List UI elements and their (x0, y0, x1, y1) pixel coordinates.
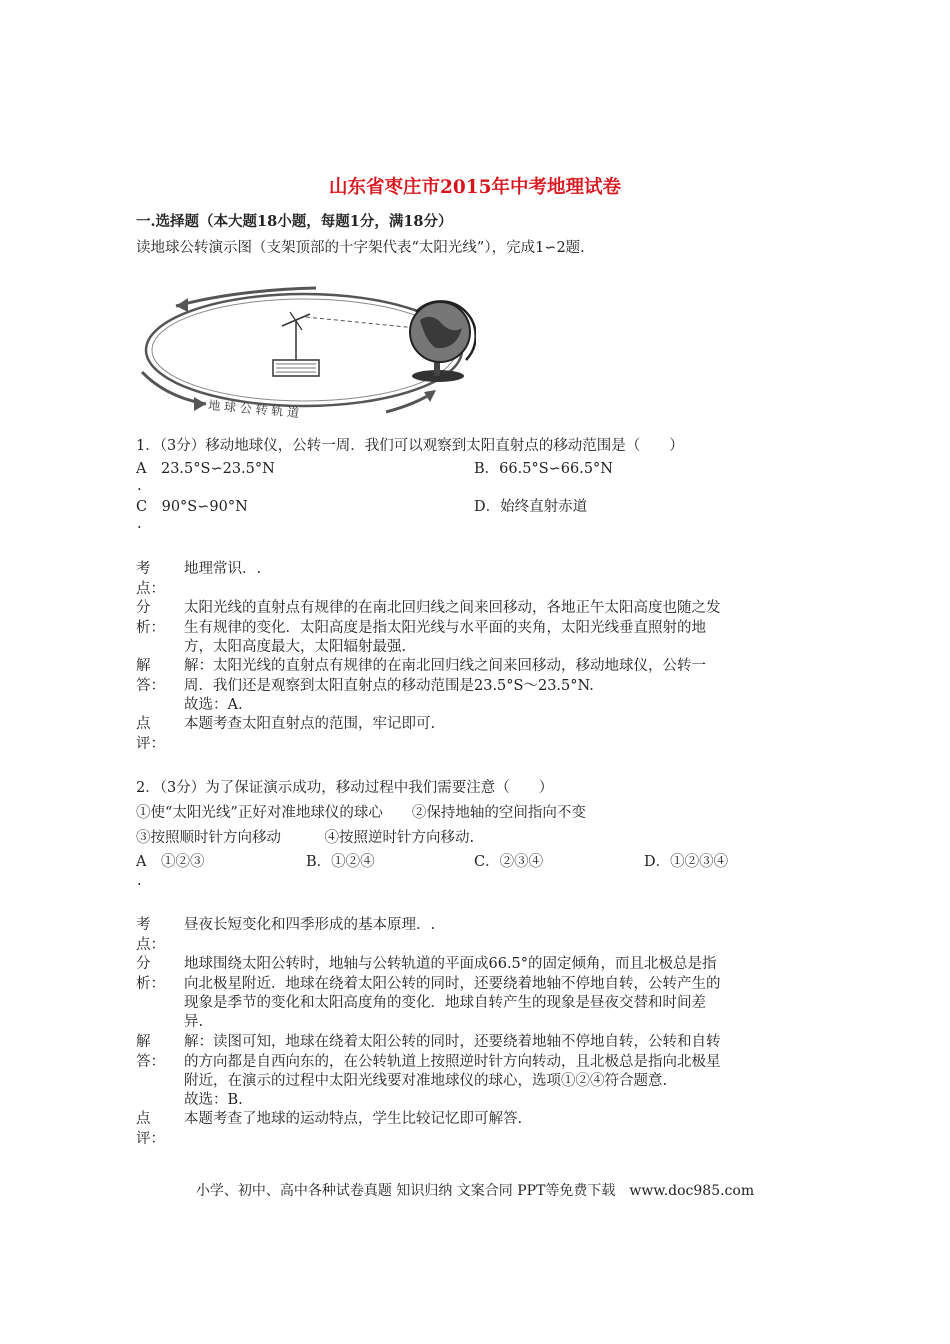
label-dian2: 点 (136, 1111, 151, 1127)
q1-fenxi-line: 方，太阳高度最大，太阳辐射最强. (184, 639, 407, 655)
label-fen: 分 (136, 600, 151, 616)
label-da: 答： (136, 678, 165, 694)
q2-option-d: D．①②③④ (644, 854, 729, 870)
q2-option-a: A ①②③ (136, 854, 205, 870)
label-da: 答： (136, 1054, 165, 1070)
q2-fenxi-line: 地球围绕太阳公转时，地轴与公转轨道的平面成66.5°的固定倾角，而且北极总是指 (184, 956, 717, 972)
orbit-ellipse (146, 294, 462, 406)
q2-stem: 2．（3分）为了保证演示成功，移动过程中我们需要注意（ ） (136, 780, 554, 796)
q2-kaodian: 昼夜长短变化和四季形成的基本原理．. (184, 917, 436, 933)
q1-jieda-line: 周．我们还是观察到太阳直射点的移动范围是23.5°S～23.5°N. (184, 678, 594, 694)
q1-fenxi-line: 生有规律的变化．太阳高度是指太阳光线与水平面的夹角，太阳光线垂直照射的地 (184, 620, 706, 636)
q1-option-c: C 90°S∽90°N (136, 499, 248, 515)
q1-option-b: B．66.5°S∽66.5°N (474, 461, 613, 477)
q2-statement-1: ①使“太阳光线”正好对准地球仪的球心 ②保持地轴的空间指向不变 (136, 805, 586, 821)
q2-fenxi-line: 现象是季节的变化和太阳高度角的变化．地球自转产生的现象是昼夜交替和时间差 (184, 995, 706, 1011)
q1-option-a: A 23.5°S∽23.5°N (136, 461, 275, 477)
option-dot: . (137, 478, 142, 494)
q1-jieda-line: 故选：A. (184, 697, 243, 713)
q2-jieda-line: 附近，在演示的过程中太阳光线要对准地球仪的球心，选项①②④符合题意. (184, 1073, 668, 1089)
q2-dianping: 本题考查了地球的运动特点，学生比较记忆即可解答. (184, 1111, 523, 1127)
label-dian: 点： (136, 581, 165, 597)
orbit-label: 地 球 公 转 轨 道 (207, 398, 300, 421)
label-kao: 考 (136, 561, 151, 577)
label-ping: 评： (136, 736, 165, 752)
q1-option-d: D．始终直射赤道 (474, 499, 588, 515)
q2-option-b: B．①②④ (306, 854, 375, 870)
orbit-figure (136, 272, 476, 428)
q1-jieda-line: 解：太阳光线的直射点有规律的在南北回归线之间来回移动，移动地球仪，公转一 (184, 658, 706, 674)
label-xi: 析： (136, 620, 165, 636)
q1-kaodian: 地理常识．. (184, 561, 262, 577)
globe-icon (410, 301, 476, 382)
label-jie: 解 (136, 1034, 151, 1050)
q2-option-c: C．②③④ (474, 854, 544, 870)
label-kao: 考 (136, 917, 151, 933)
page-footer: 小学、初中、高中各种试卷真题 知识归纳 文案合同 PPT等免费下载 www.doc985.com (195, 1183, 755, 1199)
question-intro: 读地球公转演示图（支架顶部的十字架代表“太阳光线”），完成1∽2题. (136, 240, 585, 256)
label-dian: 点： (136, 937, 165, 953)
sunlight-stand (273, 312, 416, 376)
label-jie: 解 (136, 658, 151, 674)
q1-fenxi-line: 太阳光线的直射点有规律的在南北回归线之间来回移动，各地正午太阳高度也随之发 (184, 600, 721, 616)
q2-jieda-line: 解：读图可知，地球在绕着太阳公转的同时，还要绕着地轴不停地自转，公转和自转 (184, 1034, 721, 1050)
q1-stem: 1．（3分）移动地球仪，公转一周．我们可以观察到太阳直射点的移动范围是（ ） (136, 438, 684, 454)
q1-dianping: 本题考查太阳直射点的范围，牢记即可. (184, 716, 436, 732)
q2-fenxi-line: 向北极星附近．地球在绕着太阳公转的同时，还要绕着地轴不停地自转，公转产生的 (184, 976, 721, 992)
q2-jieda-line: 的方向都是自西向东的，在公转轨道上按照逆时针方向转动，且北极总是指向北极星 (184, 1054, 721, 1070)
option-dot: . (137, 873, 142, 889)
q2-fenxi-line: 异. (184, 1014, 204, 1030)
section-heading: 一.选择题（本大题18小题，每题1分，满18分） (136, 213, 453, 230)
label-dian2: 点 (136, 716, 151, 732)
label-xi: 析： (136, 976, 165, 992)
label-fen: 分 (136, 956, 151, 972)
label-ping: 评： (136, 1131, 165, 1147)
q2-statement-2: ③按照顺时针方向移动 ④按照逆时针方向移动. (136, 830, 475, 846)
option-dot: . (137, 516, 142, 532)
page-title: 山东省枣庄市2015年中考地理试卷 (329, 177, 621, 198)
q2-jieda-line: 故选：B. (184, 1092, 243, 1108)
